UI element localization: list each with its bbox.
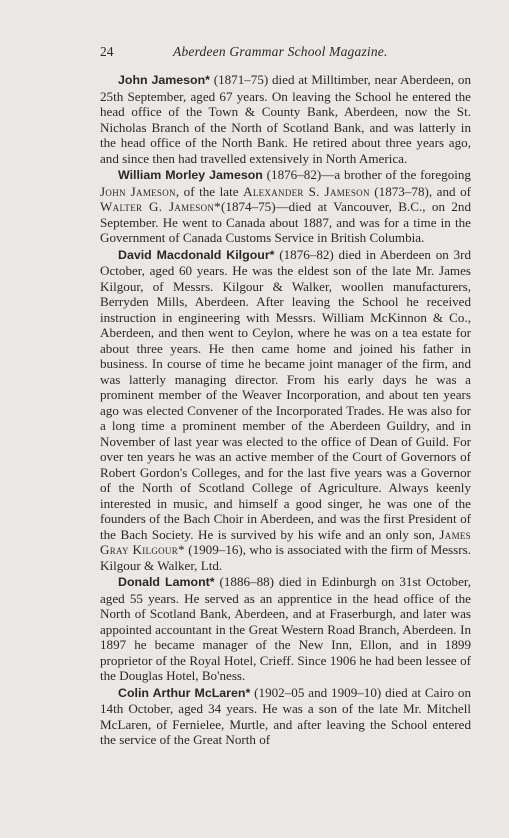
entry-name: Donald Lamont* xyxy=(118,575,215,589)
obituary-entry-john-jameson xyxy=(100,72,471,166)
obituary-entry-william-morley-jameson xyxy=(100,167,471,246)
person-reference: Alexander S. Jameson xyxy=(243,183,370,199)
entry-name: William Morley Jameson xyxy=(118,168,263,182)
entry-text: , of the late xyxy=(175,183,244,199)
obituary-entry-david-macdonald-kilgour xyxy=(100,247,471,574)
entry-text: (1886–88) died in Edinburgh on 31st October, aged 55 years. He served as an apprentice in the head office of the North of Scotland Bank, Aberdeen, and at Fraserburgh, and later was appointed accountant in the Great Western Road Branch, Aberdeen. In 1897 he became manager of the New Inn, Ellon, and in 1899 proprietor of the Royal Hotel, Crieff. Since 1906 he had been lessee of the Douglas Hotel, Bo'ness. xyxy=(100,574,471,683)
obituary-entry-donald-lamont xyxy=(100,574,471,684)
entry-text: (1874–75)—died at Vancouver, B.C., on 2nd September. He went to Canada about 1887, and was for a time in the Government of Canada Customs Service in British Columbia. xyxy=(100,199,471,245)
obituary-column xyxy=(100,72,471,749)
obituary-entry-colin-arthur-mclaren xyxy=(100,685,471,748)
entry-name: David Macdonald Kilgour* xyxy=(118,247,275,262)
entry-text: (1902–05 and 1909–10) died at Cairo on 14th October, aged 34 years. He was a son of the late Mr. Mitchell McLaren, of Fernielee, Murtle, and after leaving the School entered the service of the Great North of xyxy=(100,684,472,747)
entry-name: Colin Arthur McLaren* xyxy=(118,685,251,700)
page-header xyxy=(100,44,470,64)
entry-text: (1873–78), and of xyxy=(369,183,472,199)
person-reference: Walter G. Jameson* xyxy=(100,199,222,214)
person-reference: James Gray Kilgour* xyxy=(100,526,471,557)
entry-text: (1876–82)—a brother of the foregoing xyxy=(262,167,471,182)
entry-name: John Jameson* xyxy=(118,73,211,87)
entry-text: (1876–82) died in Aberdeen on 3rd October, aged 60 years. He was the eldest son of the late Mr. James Kilgour, of Messrs. Kilgour & Walker, woollen manufacturers, Berryden Mills, Aberdeen. After leaving the School he received instruction in engineering with Messrs. William McKinnon & Co., Aberdeen, and then went to Ceylon, where he was on a tea estate for about three years. He then came home and joined his father in business. In course of time he became joint manager of the firm, and was latterly managing director. From his early days he was a prominent member of the Weaver Incorporation, and about ten years ago was elected Convener of the Incorporated Trades. He was also for a long time a prominent member of the Aberdeen Guildry, and in November of last year was elected to the office of Dean of Guild. For over ten years he was an active member of the Court of Governors of Robert Gordon's Colleges, and for the last five years was a Governor of the North of Scotland College of Agriculture. Always keenly interested in music, and himself a good singer, he was one of the founders of the Bach Choir in Aberdeen, and was the first President of the Bach Society. He is survived by his wife and an only son, xyxy=(100,246,471,542)
page-number: 24 xyxy=(100,44,114,59)
entry-text: (1909–16), who is associated with the firm of Messrs. Kilgour & Walker, Ltd. xyxy=(100,542,471,573)
entry-text: (1871–75) died at Milltimber, near Aberdeen, on 25th September, aged 67 years. On leaving the School he entered the head office of the Town & County Bank, Aberdeen, now the St. Nicholas Branch of the North of Scotland Bank, and was latterly in the head office of the North Bank. He retired about three years ago, and since then had travelled extensively in North America. xyxy=(100,72,471,166)
running-title: Aberdeen Grammar School Magazine. xyxy=(173,44,388,59)
person-reference: John Jameson xyxy=(100,183,176,199)
